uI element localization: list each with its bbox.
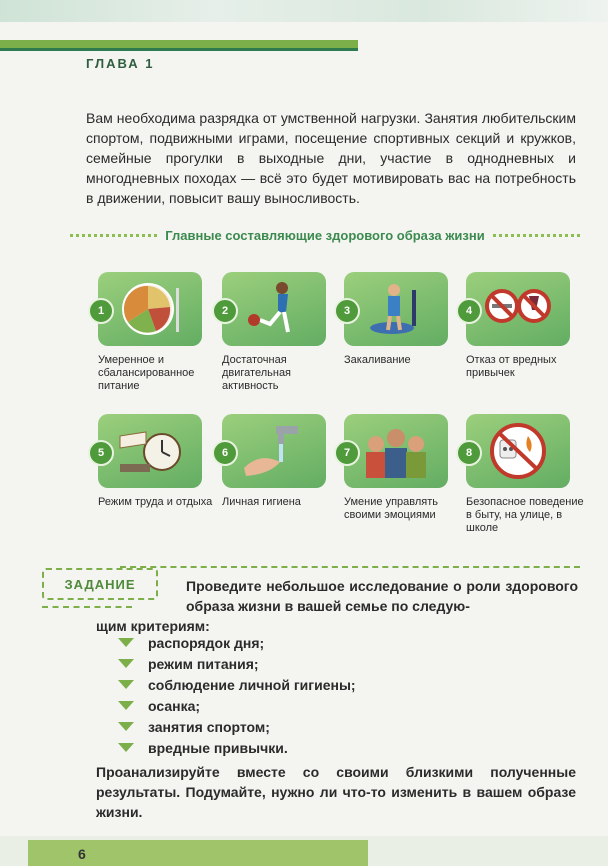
card-number-badge: 3 <box>334 298 360 324</box>
dotted-divider-left <box>70 234 157 237</box>
list-item <box>118 716 518 737</box>
triangle-bullet-icon <box>118 659 134 668</box>
task-label: ЗАДАНИЕ <box>42 568 158 600</box>
task-dashed-line <box>42 606 132 608</box>
list-item-text: осанка; <box>148 697 201 714</box>
list-item-text: вредные привычки. <box>148 739 288 756</box>
criteria-list <box>118 632 518 758</box>
card-caption: Закаливание <box>344 354 411 366</box>
list-item <box>118 632 518 653</box>
card-caption: Безопасное поведение в быту, на улице, в школе <box>466 496 584 534</box>
triangle-bullet-icon <box>118 680 134 689</box>
list-item-text: режим питания; <box>148 655 259 672</box>
section-title-text: Главные составляющие здорового образа жизни <box>165 227 485 243</box>
card-caption: Умеренное и сбалансированное питание <box>98 354 195 392</box>
task-dashed-line <box>120 566 580 568</box>
people-emotions-icon <box>362 422 430 480</box>
football-player-icon <box>240 280 308 338</box>
card-caption: Умение управлять своими эмоциями <box>344 496 438 521</box>
card-number-badge: 2 <box>212 298 238 324</box>
chapter-bar-underline <box>0 48 358 51</box>
no-smoking-drinking-icon <box>484 280 552 338</box>
chapter-bar <box>0 40 358 48</box>
card-caption: Отказ от вредных привычек <box>466 354 557 379</box>
cold-shower-icon <box>362 280 430 338</box>
list-item <box>118 653 518 674</box>
triangle-bullet-icon <box>118 722 134 731</box>
task-text: Проведите небольшое исследование о роли здорового образа жизни в вашей семье по следую- <box>186 578 578 614</box>
top-decorative-band <box>0 0 608 22</box>
card-number-badge: 4 <box>456 298 482 324</box>
washing-hands-icon <box>240 422 308 480</box>
list-item <box>118 674 518 695</box>
food-plate-icon <box>116 280 184 338</box>
outro-paragraph: Проанализируйте вместе со своими близкими полученные результаты. Подумайте, нужно ли что-то изменить в вашем образе жизни. <box>96 764 576 820</box>
list-item-text: распорядок дня; <box>148 634 265 651</box>
electric-safety-icon <box>484 422 552 480</box>
card-number-badge: 6 <box>212 440 238 466</box>
card-caption: Достаточная двигательная активность <box>222 354 292 392</box>
card-caption: Режим труда и отдыха <box>98 496 213 508</box>
section-title <box>70 224 580 246</box>
list-item-text: соблюдение личной гигиены; <box>148 676 356 693</box>
page-number: 6 <box>78 846 86 862</box>
list-item <box>118 737 518 758</box>
list-item <box>118 695 518 716</box>
triangle-bullet-icon <box>118 743 134 752</box>
list-item-text: занятия спортом; <box>148 718 270 735</box>
card-number-badge: 1 <box>88 298 114 324</box>
chapter-label: ГЛАВА 1 <box>86 56 155 71</box>
card-number-badge: 8 <box>456 440 482 466</box>
clock-books-icon <box>116 422 184 480</box>
dotted-divider-right <box>493 234 580 237</box>
card-caption: Личная гигиена <box>222 496 301 508</box>
triangle-bullet-icon <box>118 701 134 710</box>
task-text-continuation: щим критериям: <box>96 618 210 634</box>
card-number-badge: 7 <box>334 440 360 466</box>
triangle-bullet-icon <box>118 638 134 647</box>
intro-paragraph: Вам необходима разрядка от умственной нагрузки. Занятия любительским спортом, подвижными играми, посещение спортивных секций и кружков, семейные прогулки в выходные дни, участие в однодневных и многодневных походах — всё это будет мотивировать вас на потребность в движении, повысит вашу выносливость. <box>86 110 576 206</box>
card-number-badge: 5 <box>88 440 114 466</box>
